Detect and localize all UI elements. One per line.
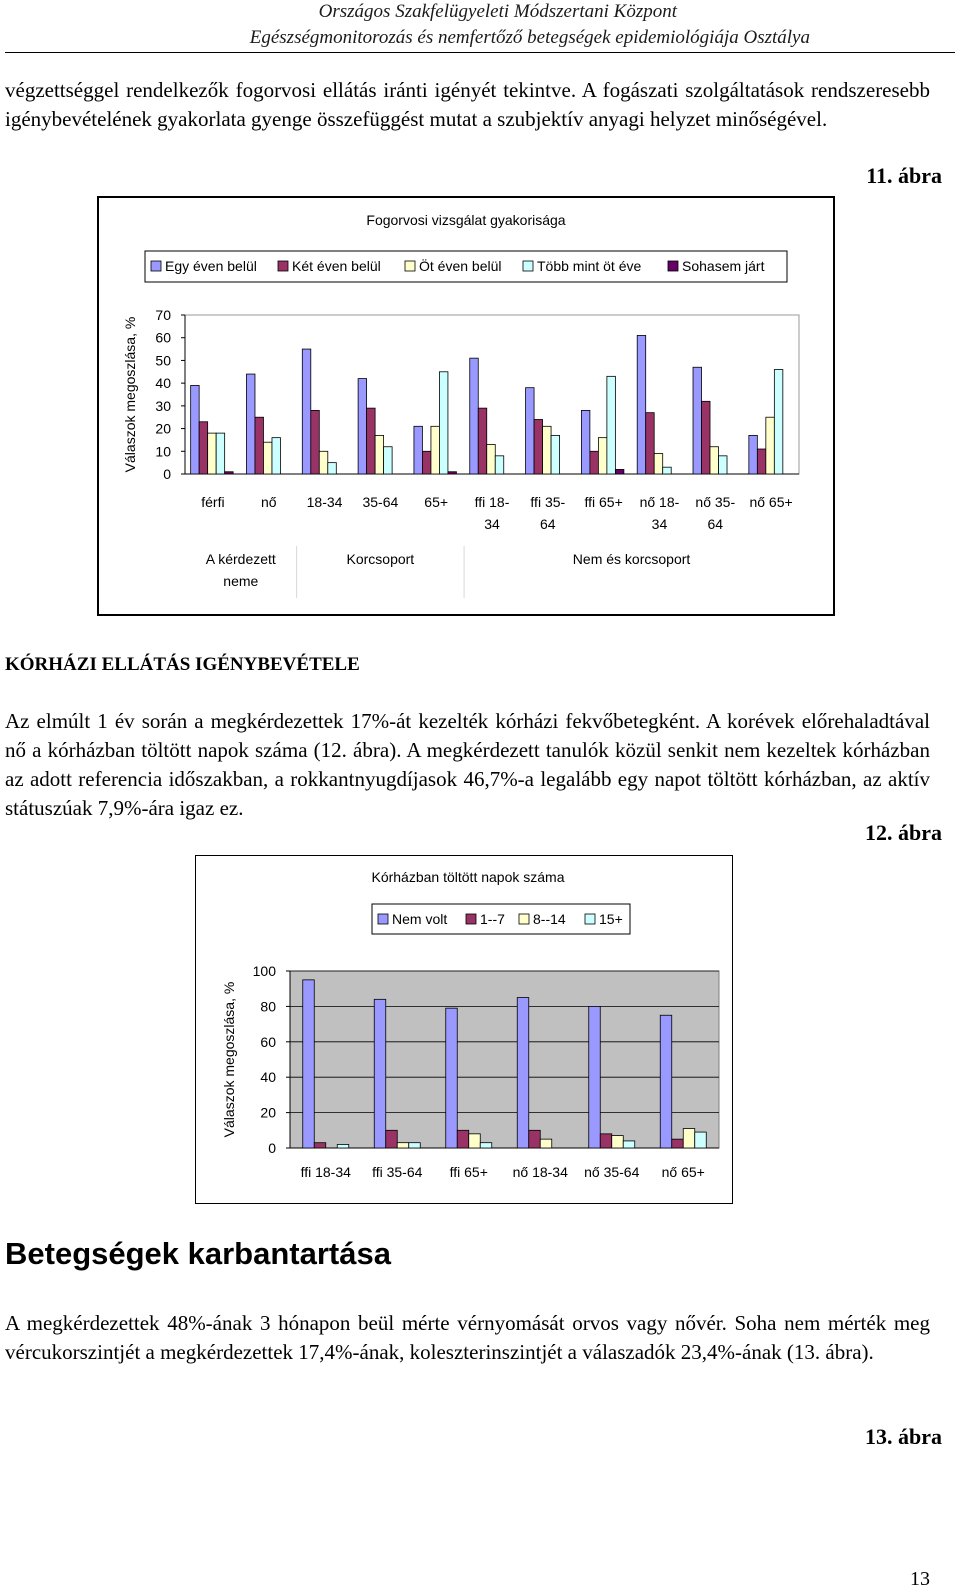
x-tick-label: 34 — [484, 516, 500, 532]
y-tick-label: 10 — [155, 443, 171, 460]
legend-swatch — [466, 914, 476, 924]
chart-dental-visits — [97, 196, 835, 616]
bar — [199, 422, 208, 474]
bar — [311, 410, 320, 474]
bar — [495, 456, 504, 474]
maintenance-paragraph: A megkérdezettek 48%-ának 3 hónapon beül mérte vérnyomását orvos vagy nővér. Soha nem mérték meg vércukorszintjét a megkérdezettek 17,4%-ának, koleszterinszintjét a válaszadók 23,4%-ának (13. ábra). — [5, 1311, 930, 1364]
y-tick-label: 0 — [268, 1140, 276, 1156]
group-label: A kérdezett — [205, 551, 276, 567]
bar — [766, 417, 775, 474]
chart-dental-visits-svg — [99, 198, 833, 614]
bar — [374, 999, 386, 1148]
bar — [319, 451, 328, 474]
bar — [337, 1144, 349, 1148]
x-tick-label: nő — [260, 494, 277, 510]
legend-swatch — [519, 914, 529, 924]
bar — [303, 980, 315, 1148]
x-tick-label: nő 65+ — [661, 1164, 705, 1180]
chart-title: Fogorvosi vizsgálat gyakorisága — [366, 212, 566, 228]
x-tick-label: 64 — [707, 516, 724, 532]
bar — [480, 1143, 492, 1148]
bar — [358, 379, 367, 474]
legend-label: Egy éven belül — [165, 258, 257, 274]
bar — [367, 408, 376, 474]
legend-swatch — [278, 261, 288, 271]
x-tick-label: ffi 35-64 — [372, 1164, 423, 1180]
y-tick-label: 30 — [155, 397, 171, 414]
bar — [409, 1143, 421, 1148]
bar — [612, 1136, 624, 1148]
bar — [774, 370, 783, 474]
bar — [446, 1008, 458, 1148]
bar — [439, 372, 448, 474]
bar — [328, 463, 337, 474]
bar — [607, 376, 616, 474]
y-tick-label: 50 — [155, 352, 171, 369]
x-tick-label: 64 — [540, 516, 556, 532]
bar — [191, 385, 200, 474]
bar — [208, 433, 217, 474]
bar — [637, 335, 646, 474]
bar — [551, 435, 560, 474]
bar — [457, 1130, 469, 1148]
bar — [710, 447, 719, 474]
group-label: Korcsoport — [346, 551, 415, 567]
section-title-maintenance: Betegségek karbantartása — [5, 1236, 391, 1271]
figure-11-label: 11. ábra — [866, 163, 942, 188]
y-axis-title: Válaszok megoszlása, % — [122, 316, 138, 473]
bar — [487, 444, 496, 474]
bar — [589, 1006, 601, 1148]
bar — [386, 1130, 398, 1148]
bar — [719, 456, 728, 474]
bar — [302, 349, 311, 474]
x-tick-label: ffi 18- — [474, 494, 510, 510]
bar — [672, 1139, 684, 1148]
y-tick-label: 40 — [260, 1069, 276, 1086]
y-tick-label: 0 — [163, 466, 171, 482]
bar — [478, 408, 487, 474]
bar — [225, 472, 234, 474]
bar — [598, 438, 607, 474]
legend-swatch — [585, 914, 595, 924]
bar — [272, 438, 281, 474]
x-tick-label: 65+ — [424, 494, 449, 510]
bar — [623, 1141, 635, 1148]
bar — [693, 367, 702, 474]
legend-swatch — [523, 261, 533, 271]
bar — [683, 1129, 695, 1148]
legend-label: Két éven belül — [292, 258, 381, 274]
y-tick-label: 60 — [260, 1033, 276, 1050]
group-label: Nem és korcsoport — [572, 551, 691, 567]
y-axis-title: Válaszok megoszlása, % — [221, 981, 237, 1138]
intro-paragraph: végzettséggel rendelkezők fogorvosi ellátás iránti igényét tekintve. A fogászati szolgáltatások rendszeresebb igénybevételének gyakorlata gyenge összefüggést mutat a szubjektív anyagi helyzet minőségével. — [5, 78, 930, 131]
bar — [422, 451, 431, 474]
bar — [534, 419, 543, 474]
legend-swatch — [151, 261, 161, 271]
x-tick-label: nő 18-34 — [512, 1164, 568, 1180]
bar — [663, 467, 672, 474]
bar — [414, 426, 423, 474]
legend-label: 8--14 — [533, 911, 566, 927]
bar — [469, 1134, 481, 1148]
x-tick-label: 18-34 — [306, 494, 343, 510]
bar — [246, 374, 255, 474]
figure-13-label: 13. ábra — [865, 1424, 942, 1449]
bar — [314, 1143, 326, 1148]
bar — [660, 1015, 672, 1148]
x-tick-label: nő 18- — [639, 494, 680, 510]
legend-swatch — [405, 261, 415, 271]
legend-swatch — [378, 914, 388, 924]
group-label: neme — [223, 573, 259, 589]
y-tick-label: 70 — [155, 307, 171, 323]
bar — [543, 426, 552, 474]
x-tick-label: 35-64 — [362, 494, 399, 510]
bar — [384, 447, 393, 474]
page-number: 13 — [910, 1568, 930, 1590]
bar — [581, 410, 590, 474]
legend-label: Több mint öt éve — [537, 258, 642, 274]
bar — [431, 426, 440, 474]
bar — [749, 435, 758, 474]
bar — [600, 1134, 612, 1148]
legend-label: Sohasem járt — [682, 258, 765, 274]
bar — [590, 451, 599, 474]
chart-hospital-days — [195, 855, 733, 1204]
chart-title: Kórházban töltött napok száma — [371, 869, 565, 885]
y-tick-label: 40 — [155, 375, 171, 392]
x-tick-label: nő 35-64 — [584, 1164, 640, 1180]
bar — [375, 435, 384, 474]
x-tick-label: nő 65+ — [749, 494, 793, 510]
header-divider — [5, 52, 955, 53]
bar — [654, 454, 663, 474]
figure-12-label: 12. ábra — [865, 820, 942, 845]
bar — [646, 413, 655, 474]
y-tick-label: 100 — [252, 963, 276, 979]
header-institute: Országos Szakfelügyeleti Módszertani Központ — [318, 1, 677, 22]
bar — [757, 449, 766, 474]
x-tick-label: 34 — [651, 516, 668, 532]
bar — [615, 469, 624, 474]
header-department: Egészségmonitorozás és nemfertőző betegségek epidemiológiája Osztálya — [249, 27, 810, 48]
x-tick-label: ffi 18-34 — [300, 1164, 351, 1180]
x-tick-label: ffi 35- — [530, 494, 566, 510]
y-tick-label: 80 — [260, 998, 276, 1015]
bar — [695, 1132, 707, 1148]
y-tick-label: 20 — [155, 420, 171, 437]
y-tick-label: 20 — [260, 1104, 276, 1121]
bar — [702, 401, 711, 474]
bar — [448, 472, 457, 474]
bar — [540, 1139, 552, 1148]
plot-area — [290, 971, 719, 1148]
legend-label: 1--7 — [480, 911, 505, 927]
bar — [263, 442, 272, 474]
chart-hospital-days-svg — [196, 856, 732, 1203]
hospital-paragraph: Az elmúlt 1 év során a megkérdezettek 17%-át kezelték kórházi fekvőbetegként. A korévek előrehaladtával nő a kórházban töltött napok száma (12. ábra). A megkérdezett tanulók közül senkit nem kezeltek kórházban az adott referencia időszakban, a rokkantnyugdíjasok 46,7%-a legalább egy napot töltött kórházban, az aktív státuszúak 7,9%-ára igaz ez. — [5, 709, 930, 820]
y-tick-label: 60 — [155, 329, 171, 346]
x-tick-label: ffi 65+ — [449, 1164, 488, 1180]
x-tick-label: ffi 65+ — [584, 494, 623, 510]
x-tick-label: nő 35- — [695, 494, 736, 510]
bar — [255, 417, 264, 474]
legend-swatch — [668, 261, 678, 271]
bar — [216, 433, 225, 474]
bar — [517, 998, 529, 1148]
bar — [397, 1143, 409, 1148]
legend-label: Nem volt — [392, 911, 448, 927]
legend-label: 15+ — [599, 911, 623, 927]
x-tick-label: férfi — [201, 494, 225, 510]
bar — [526, 388, 535, 474]
section-title-hospital: KÓRHÁZI ELLÁTÁS IGÉNYBEVÉTELE — [5, 654, 360, 675]
bar — [470, 358, 479, 474]
bar — [529, 1130, 541, 1148]
legend-label: Öt éven belül — [419, 258, 502, 274]
